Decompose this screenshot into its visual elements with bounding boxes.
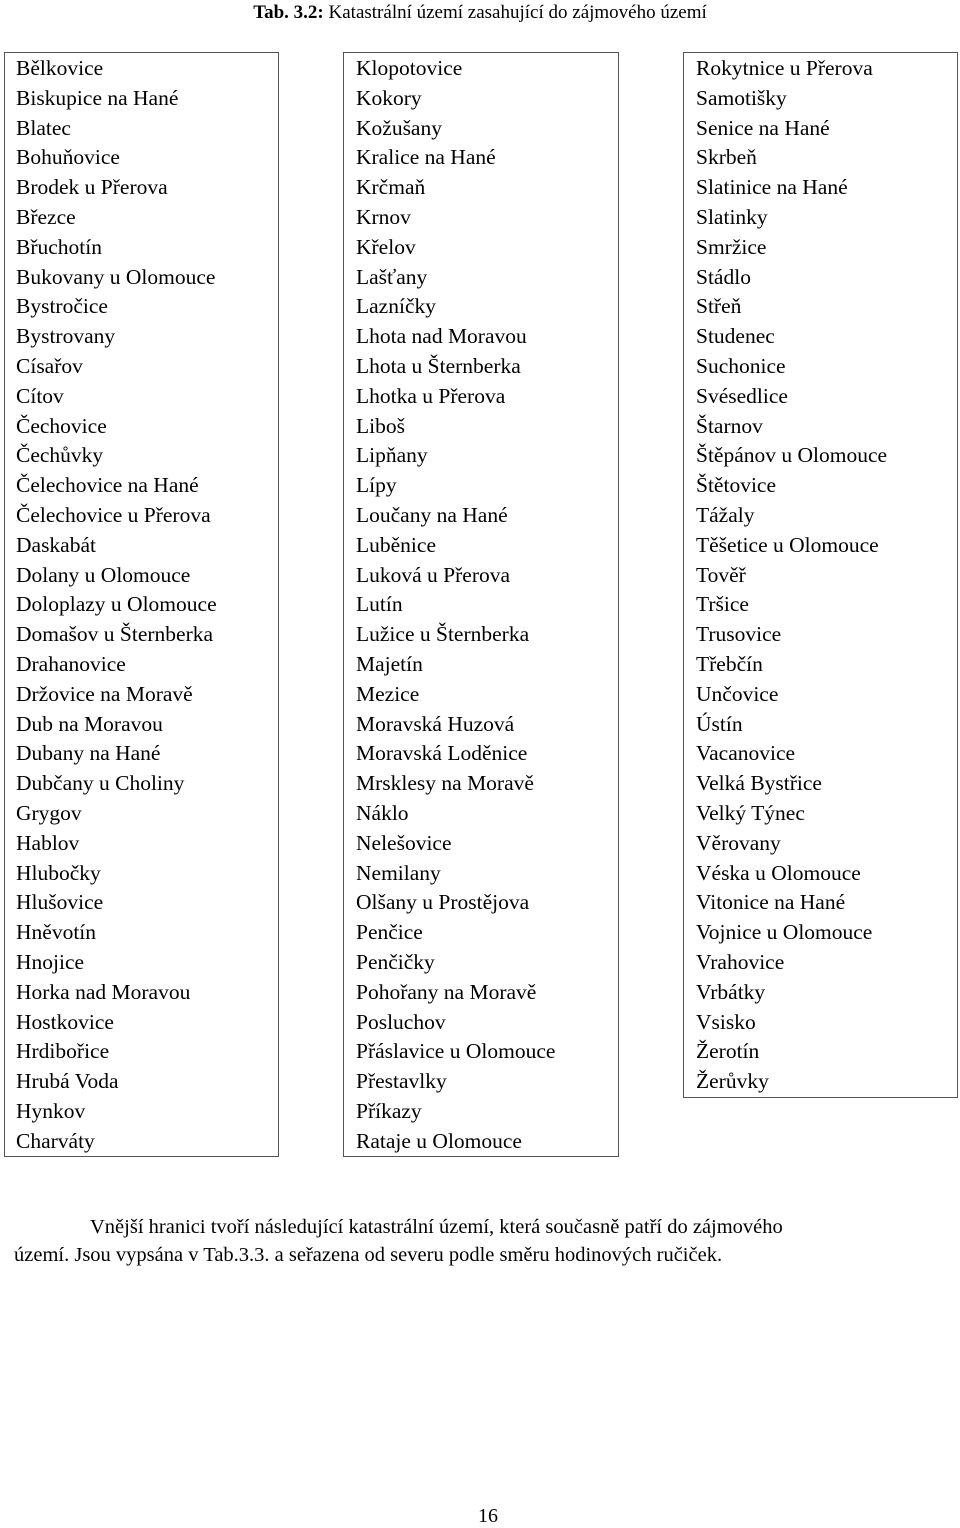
- list-item: Štarnov: [696, 413, 763, 438]
- list-item: Hablov: [16, 830, 80, 855]
- list-item: Majetín: [356, 651, 423, 676]
- page-number: 16: [478, 1505, 498, 1527]
- list-item: Lipňany: [356, 443, 428, 468]
- list-item: Náklo: [356, 800, 409, 825]
- paragraph-line-2: území. Jsou vypsána v Tab.3.3. a seřazena od severu podle směru hodinových ručiček.: [14, 1244, 723, 1266]
- list-item: Luková u Přerova: [356, 562, 511, 587]
- list-item: Dubčany u Choliny: [16, 771, 185, 796]
- list-item: Loučany na Hané: [356, 502, 508, 527]
- list-item: Slatinice na Hané: [696, 175, 848, 200]
- list-item: Liboš: [356, 413, 405, 438]
- list-item: Nemilany: [356, 860, 441, 885]
- list-item: Hynkov: [16, 1098, 86, 1123]
- list-item: Grygov: [16, 800, 82, 825]
- list-item: Mezice: [356, 681, 420, 706]
- list-item: Suchonice: [696, 353, 786, 378]
- list-item: Drahanovice: [16, 651, 126, 676]
- list-item: Lhota u Šternberka: [356, 353, 521, 378]
- cadastral-list-column-2: [343, 52, 619, 1157]
- list-item: Hlubočky: [16, 860, 101, 885]
- list-item: Lutín: [356, 592, 403, 617]
- list-item: Přáslavice u Olomouce: [356, 1039, 556, 1064]
- list-item: Bystrovany: [16, 324, 116, 349]
- list-item: Těšetice u Olomouce: [696, 532, 879, 557]
- list-item: Brodek u Přerova: [16, 175, 168, 200]
- list-item: Slatinky: [696, 204, 768, 229]
- list-item: Samotišky: [696, 85, 787, 110]
- list-item: Vrbátky: [696, 979, 766, 1004]
- list-item: Ústín: [696, 711, 743, 736]
- list-item: Skrbeň: [696, 145, 757, 170]
- list-item: Rataje u Olomouce: [356, 1128, 522, 1153]
- list-item: Vojnice u Olomouce: [696, 920, 873, 945]
- list-item: Nelešovice: [356, 830, 452, 855]
- list-item: Doloplazy u Olomouce: [16, 592, 217, 617]
- list-item: Biskupice na Hané: [16, 85, 179, 110]
- list-item: Hrubá Voda: [16, 1069, 119, 1094]
- list-item: Kokory: [356, 85, 422, 110]
- list-item: Tážaly: [696, 502, 755, 527]
- list-item: Břuchotín: [16, 234, 102, 259]
- list-item: Hněvotín: [16, 920, 97, 945]
- list-item: Lhota nad Moravou: [356, 324, 527, 349]
- list-item: Vacanovice: [696, 741, 796, 766]
- list-item: Bystročice: [16, 294, 108, 319]
- list-item: Dubany na Hané: [16, 741, 161, 766]
- list-item: Pohořany na Moravě: [356, 979, 537, 1004]
- list-item: Čechovice: [16, 413, 107, 438]
- list-item: Přestavlky: [356, 1069, 447, 1094]
- caption-title: Katastrální území zasahující do zájmového území: [328, 2, 707, 23]
- list-item: Posluchov: [356, 1009, 446, 1034]
- list-item: Moravská Loděnice: [356, 741, 528, 766]
- list-item: Svésedlice: [696, 383, 788, 408]
- list-item: Klopotovice: [356, 56, 463, 80]
- list-item: Rokytnice u Přerova: [696, 56, 873, 80]
- list-item: Bohuňovice: [16, 145, 120, 170]
- list-item: Žerůvky: [696, 1069, 769, 1094]
- list-item: Hnojice: [16, 949, 85, 974]
- list-item: Smržice: [696, 234, 767, 259]
- list-item: Březce: [16, 204, 76, 229]
- list-item: Kralice na Hané: [356, 145, 496, 170]
- cadastral-list-column-3: [683, 52, 958, 1098]
- list-item: Štěpánov u Olomouce: [696, 443, 888, 468]
- list-item: Lužice u Šternberka: [356, 622, 530, 647]
- list-item: Žerotín: [696, 1039, 760, 1064]
- caption-number: Tab. 3.2:: [253, 2, 324, 23]
- list-item: Blatec: [16, 115, 71, 140]
- cadastral-list-column-1: [4, 52, 279, 1157]
- list-item: Vrahovice: [696, 949, 785, 974]
- list-item: Trusovice: [696, 622, 782, 647]
- paragraph-line-1: Vnější hranici tvoří následující katastrální území, která současně patří do zájmového: [90, 1216, 783, 1238]
- list-item: Bělkovice: [16, 56, 104, 80]
- list-item: Čechůvky: [16, 443, 104, 468]
- list-item: Penčičky: [356, 949, 435, 974]
- list-item: Krčmaň: [356, 175, 426, 200]
- list-item: Vitonice na Hané: [696, 890, 846, 915]
- table-caption: [0, 0, 960, 26]
- list-item: Věrovany: [696, 830, 781, 855]
- list-item: Dub na Moravou: [16, 711, 163, 736]
- list-item: Hrdibořice: [16, 1039, 110, 1064]
- list-item: Lípy: [356, 473, 397, 498]
- list-item: Tršice: [696, 592, 749, 617]
- list-item: Držovice na Moravě: [16, 681, 193, 706]
- list-item: Hostkovice: [16, 1009, 114, 1034]
- list-item: Čelechovice na Hané: [16, 473, 199, 498]
- list-item: Hlušovice: [16, 890, 104, 915]
- list-item: Čelechovice u Přerova: [16, 502, 211, 527]
- list-item: Císařov: [16, 353, 83, 378]
- list-item: Lašťany: [356, 264, 428, 289]
- list-item: Kožušany: [356, 115, 442, 140]
- list-item: Střeň: [696, 294, 742, 319]
- list-item: Domašov u Šternberka: [16, 622, 214, 647]
- list-item: Křelov: [356, 234, 416, 259]
- list-item: Vsisko: [696, 1009, 756, 1034]
- body-paragraph: [14, 1213, 958, 1269]
- list-item: Třebčín: [696, 651, 763, 676]
- list-item: Daskabát: [16, 532, 96, 557]
- list-item: Senice na Hané: [696, 115, 830, 140]
- list-item: Charváty: [16, 1128, 95, 1153]
- list-item: Horka nad Moravou: [16, 979, 191, 1004]
- list-item: Studenec: [696, 324, 775, 349]
- list-item: Krnov: [356, 204, 411, 229]
- list-item: Štětovice: [696, 473, 777, 498]
- list-item: Bukovany u Olomouce: [16, 264, 216, 289]
- list-item: Cítov: [16, 383, 64, 408]
- list-item: Lazníčky: [356, 294, 436, 319]
- list-item: Velký Týnec: [696, 800, 805, 825]
- list-item: Unčovice: [696, 681, 779, 706]
- list-item: Dolany u Olomouce: [16, 562, 191, 587]
- list-item: Tověř: [696, 562, 746, 587]
- list-item: Příkazy: [356, 1098, 422, 1123]
- list-item: Olšany u Prostějova: [356, 890, 530, 915]
- list-item: Luběnice: [356, 532, 436, 557]
- list-item: Mrsklesy na Moravě: [356, 771, 534, 796]
- list-item: Véska u Olomouce: [696, 860, 861, 885]
- list-item: Velká Bystřice: [696, 771, 822, 796]
- list-item: Stádlo: [696, 264, 751, 289]
- list-item: Lhotka u Přerova: [356, 383, 506, 408]
- list-item: Moravská Huzová: [356, 711, 515, 736]
- list-item: Penčice: [356, 920, 423, 945]
